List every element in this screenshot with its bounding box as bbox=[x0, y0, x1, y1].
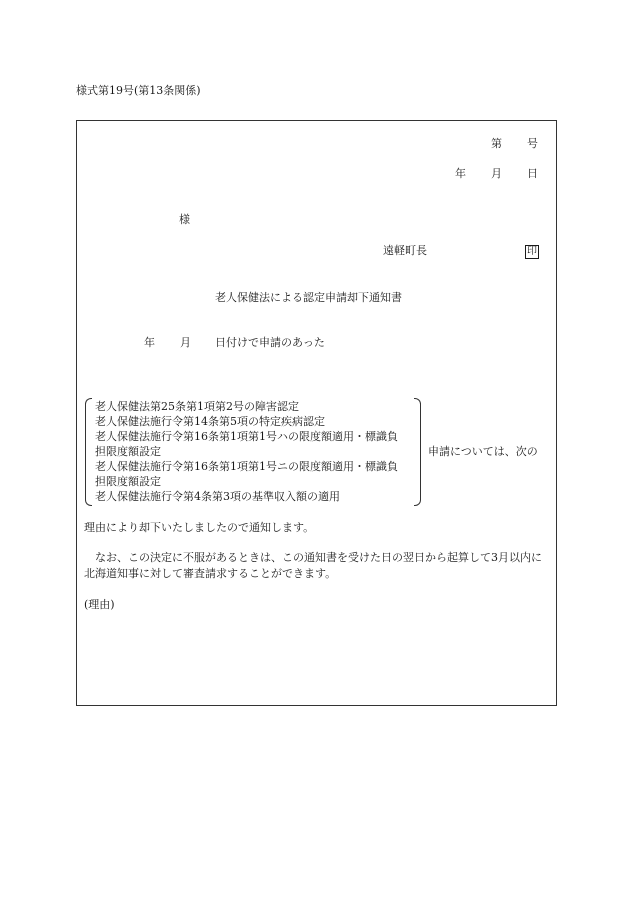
body-text: 理由により却下いたしましたので通知します。 bbox=[84, 521, 315, 534]
reason-label: (理由) bbox=[84, 598, 115, 611]
addressee-suffix: 様 bbox=[179, 213, 190, 226]
appeal-notice: なお、この決定に不服があるときは、この通知書を受けた日の翌日から起算して3月以内に北海道知事に対して審査請求することができます。 bbox=[84, 551, 542, 580]
application-month: 月 bbox=[180, 336, 191, 349]
options-list bbox=[95, 399, 398, 504]
seal-mark bbox=[525, 244, 539, 259]
option-item: 担限度額設定 bbox=[95, 445, 161, 458]
number-suffix: 号 bbox=[527, 137, 538, 150]
application-date-text: 日付けで申請のあった bbox=[215, 336, 325, 349]
document-title: 老人保健法による認定申請却下通知書 bbox=[215, 291, 402, 304]
seal-label: 印 bbox=[527, 246, 537, 257]
option-item: 老人保健法施行令第16条第1項第1号ニの限度額適用・標識負 bbox=[95, 460, 398, 473]
option-item: 老人保健法施行令第16条第1項第1号ハの限度額適用・標識負 bbox=[95, 430, 398, 443]
option-item: 老人保健法第25条第1項第2号の障害認定 bbox=[95, 400, 299, 413]
option-item: 担限度額設定 bbox=[95, 475, 161, 488]
options-brace-right bbox=[414, 398, 421, 506]
option-item: 老人保健法施行令第14条第5項の特定疾病認定 bbox=[95, 415, 325, 428]
number-prefix: 第 bbox=[491, 137, 502, 150]
date-year: 年 bbox=[455, 167, 466, 180]
option-item: 老人保健法施行令第4条第3項の基準収入額の適用 bbox=[95, 490, 340, 503]
date-day: 日 bbox=[527, 167, 538, 180]
options-suffix: 申請については、次の bbox=[428, 445, 538, 458]
date-month: 月 bbox=[491, 167, 502, 180]
application-year: 年 bbox=[144, 336, 155, 349]
options-brace-left bbox=[85, 398, 92, 506]
issuer-name: 遠軽町長 bbox=[383, 244, 427, 257]
form-number-label: 様式第19号(第13条関係) bbox=[76, 84, 201, 97]
